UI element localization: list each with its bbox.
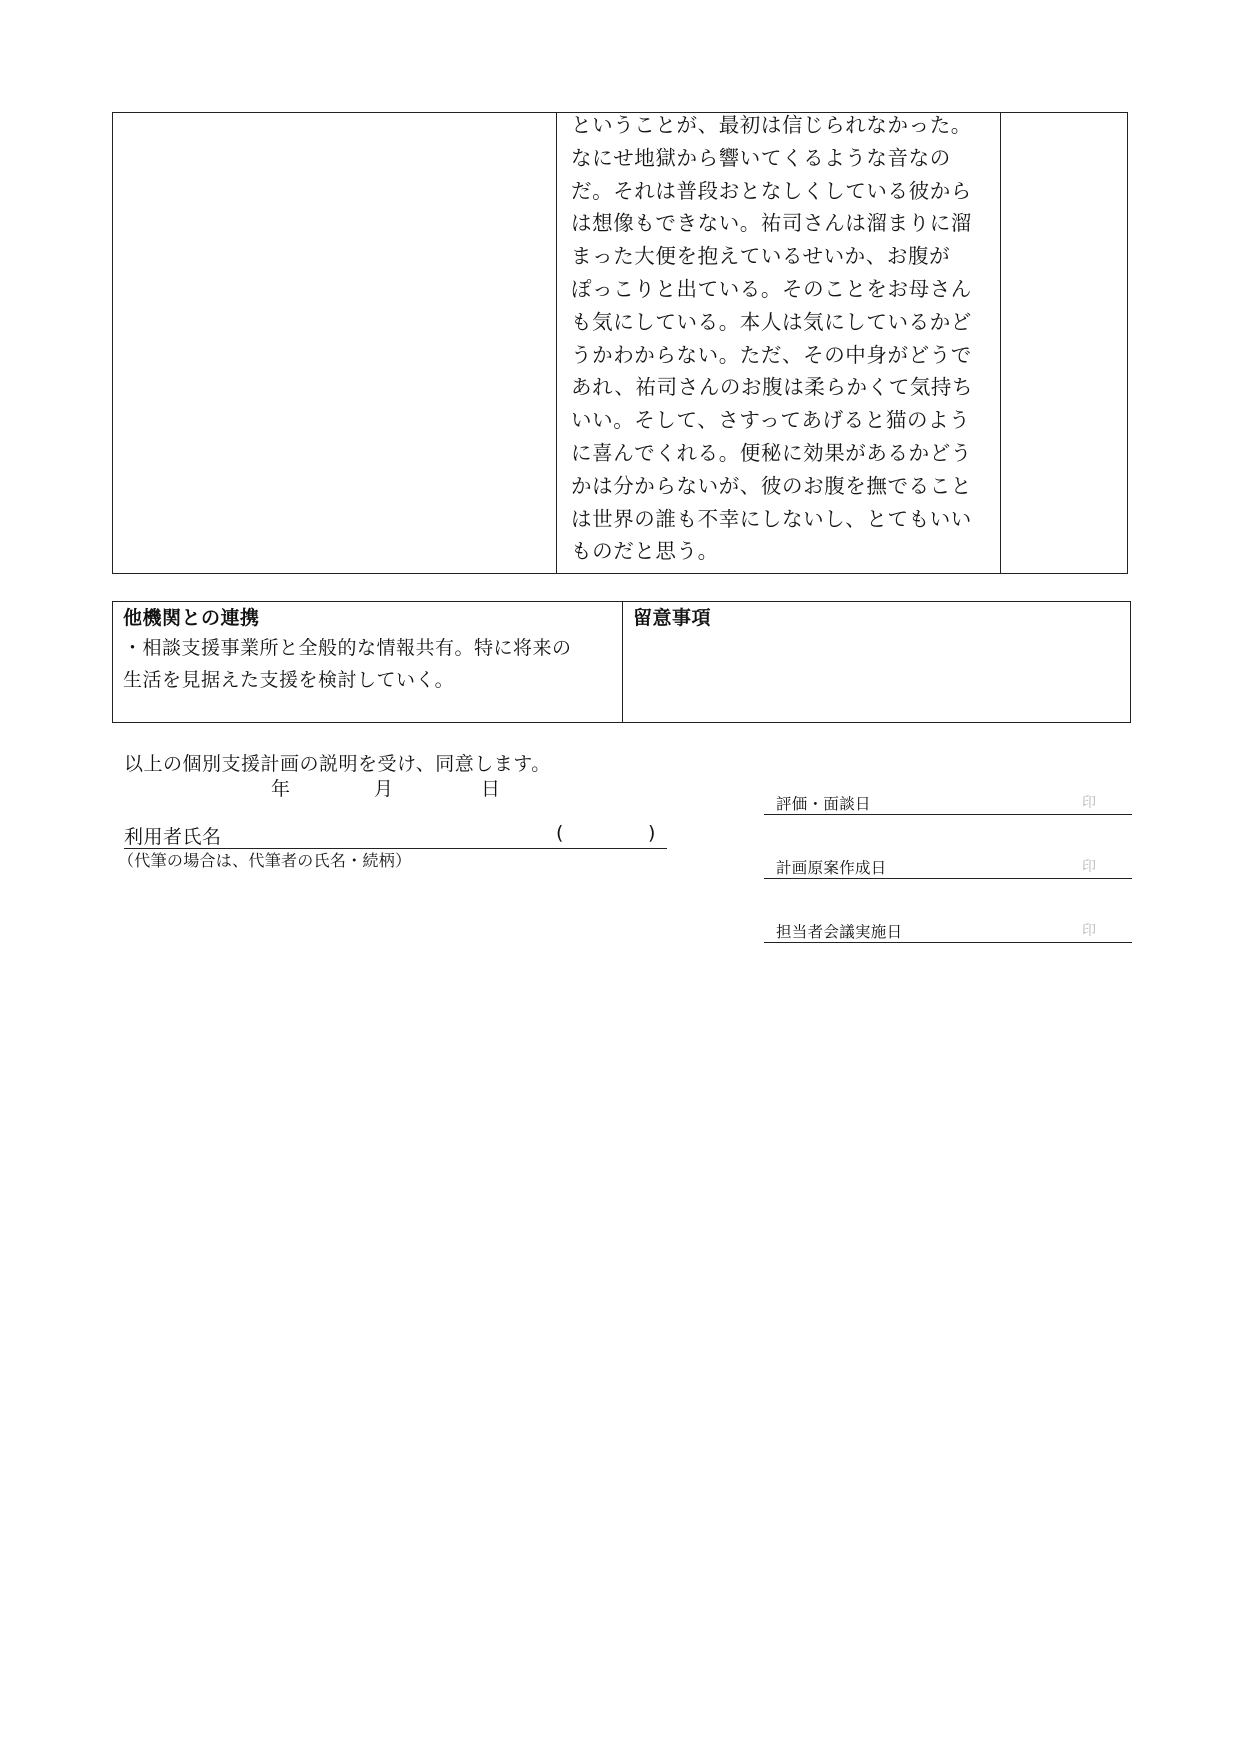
consent-sentence: 以上の個別支援計画の説明を受け、同意します。 [124,753,551,775]
narrative-line: いい。そして、さすってあげると猫のよう [571,408,971,433]
narrative-line: ということが、最初は信じられなかった。 [571,113,972,137]
narrative-line: まった大便を抱えているせいか、お腹が [571,244,951,269]
notes-heading: 留意事項 [633,607,712,629]
narrative-line: あれ、祐司さんのお腹は柔らかくて気持ち [571,375,974,400]
narrative-line: ものだと思う。 [571,539,719,564]
collaboration-line: 生活を見据えた支援を検討していく。 [123,669,455,691]
signature-label: 担当者会議実施日 [776,923,903,941]
signature-line-evaluation[interactable] [764,792,1132,815]
narrative-line: は想像もできない。祐司さんは溜まりに溜 [571,211,972,236]
narrative-line: だ。それは普段おとなしくしている彼から [571,178,972,203]
collaboration-line: ・相談支援事業所と全般的な情報共有。特に将来の [123,637,572,659]
seal-mark: 印 [1082,859,1096,875]
seal-mark: 印 [1082,795,1096,811]
proxy-note: （代筆の場合は、代筆者の氏名・続柄） [118,851,412,870]
year-label: 年 [271,778,291,800]
narrative-text-cell [557,113,1001,573]
collaboration-heading: 他機関との連携 [123,607,260,629]
narrative-table [112,112,1128,574]
narrative-line: うかわからない。ただ、その中身がどうで [571,342,972,367]
narrative-left-cell [113,113,557,573]
relation-paren-close: ) [648,822,656,844]
narrative-line: も気にしている。本人は気にしているかど [571,309,972,334]
user-name-field[interactable] [124,822,667,849]
notes-box [623,602,1130,722]
signature-label: 評価・面談日 [776,795,871,813]
collaboration-box [113,602,623,722]
signature-label: 計画原案作成日 [776,859,887,877]
seal-mark: 印 [1082,923,1096,939]
collaboration-notes-table [112,601,1131,723]
user-name-label: 利用者氏名 [124,826,222,848]
narrative-line: に喜んでくれる。便秘に効果があるかどう [571,440,972,465]
signature-line-draft[interactable] [764,856,1132,879]
narrative-right-cell [1001,113,1127,573]
narrative-line: は世界の誰も不幸にしないし、とてもいい [571,506,972,531]
day-label: 日 [481,778,501,800]
narrative-line: ぽっこりと出ている。そのことをお母さん [571,276,972,301]
signature-line-meeting[interactable] [764,920,1132,943]
month-label: 月 [374,778,394,800]
narrative-line: かは分からないが、彼のお腹を撫でること [571,473,972,498]
narrative-line: なにせ地獄から響いてくるような音なの [571,145,951,170]
relation-paren-open: ( [556,822,564,844]
